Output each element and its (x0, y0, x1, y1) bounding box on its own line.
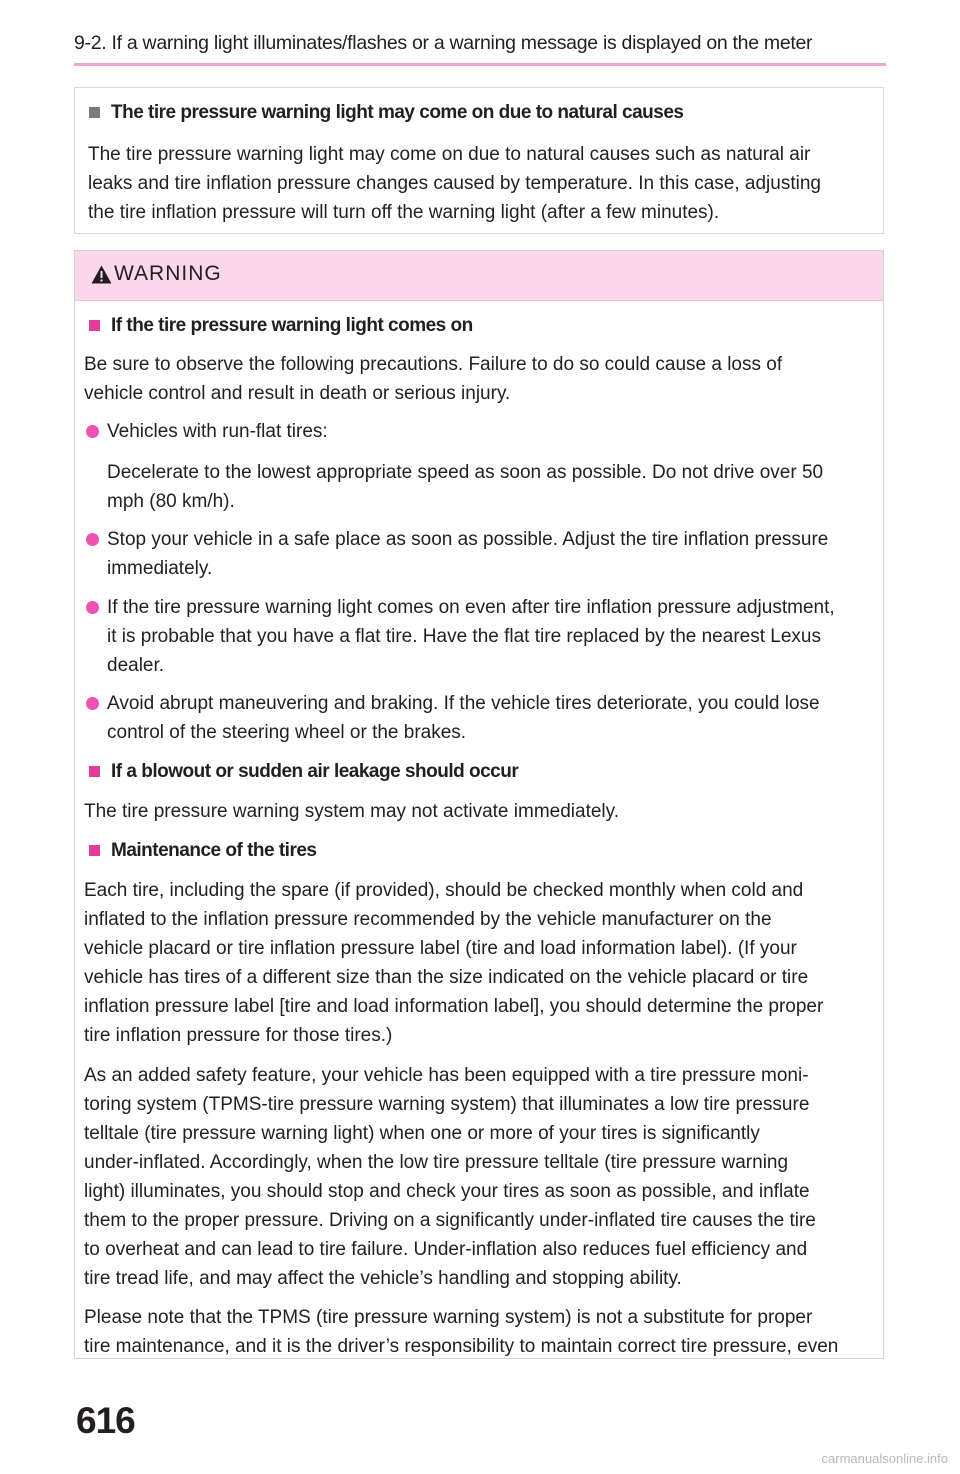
section-heading: If the tire pressure warning light comes on (111, 315, 473, 336)
body-line: telltale (tire pressure warning light) when one or more of your tires is significantly (84, 1123, 760, 1144)
body-line: The tire pressure warning system may not activate immediately. (84, 801, 620, 822)
section-square-bullet (89, 766, 100, 777)
bullet-line: Vehicles with run-flat tires: (107, 421, 328, 442)
body-line: light) illuminates, you should stop and check your tires as soon as possible, and inflate (84, 1181, 810, 1202)
body-line: under-inflated. Accordingly, when the low tire pressure telltale (tire pressure warning (84, 1152, 789, 1173)
body-line: them to the proper pressure. Driving on a significantly under-inflated tire causes the tire (84, 1210, 816, 1231)
body-line: vehicle placard or tire inflation pressure label (tire and load information label). (If your (84, 938, 797, 959)
section-heading: If a blowout or sudden air leakage should occur (111, 761, 519, 782)
body-line: Each tire, including the spare (if provided), should be checked monthly when cold and (84, 880, 804, 901)
header-divider (74, 63, 886, 66)
body-line: vehicle has tires of a different size than the size indicated on the vehicle placard or tire (84, 967, 809, 988)
body-line: Be sure to observe the following precautions. Failure to do so could cause a loss of (84, 354, 783, 375)
bullet-line: control of the steering wheel or the brakes. (107, 722, 467, 743)
bullet-line: immediately. (107, 558, 213, 579)
watermark-text: carmanualsonline.info (821, 1451, 948, 1466)
body-line: to overheat and can lead to tire failure. Under-inflation also reduces fuel efficiency and (84, 1239, 808, 1260)
bullet-line: dealer. (107, 655, 165, 676)
note-line: leaks and tire inflation pressure changes caused by temperature. In this case, adjusting (88, 173, 821, 194)
bullet-line: mph (80 km/h). (107, 491, 235, 512)
warning-title: WARNING (114, 262, 222, 285)
bullet-dot (86, 697, 99, 710)
section-square-bullet (89, 845, 100, 856)
bullet-line: If the tire pressure warning light comes on even after tire inflation pressure adjustment, (107, 597, 835, 618)
note-line: the tire inflation pressure will turn off the warning light (after a few minutes). (88, 202, 720, 223)
bullet-line: Stop your vehicle in a safe place as soon as possible. Adjust the tire inflation pressure (107, 529, 829, 550)
bullet-dot (86, 533, 99, 546)
bullet-dot (86, 601, 99, 614)
body-line: inflated to the inflation pressure recommended by the vehicle manufacturer on the (84, 909, 772, 930)
body-line: As an added safety feature, your vehicle has been equipped with a tire pressure moni- (84, 1065, 809, 1086)
warning-header (75, 251, 883, 301)
bullet-dot (86, 425, 99, 438)
page-header-title: 9-2. If a warning light illuminates/flashes or a warning message is displayed on the meter (74, 32, 813, 54)
note-heading: The tire pressure warning light may come on due to natural causes (111, 102, 684, 123)
body-line: Please note that the TPMS (tire pressure warning system) is not a substitute for proper (84, 1307, 813, 1328)
body-line: vehicle control and result in death or serious injury. (84, 383, 511, 404)
bullet-line: it is probable that you have a flat tire. Have the flat tire replaced by the nearest Lexus (107, 626, 821, 647)
body-line: tire tread life, and may affect the vehicle’s handling and stopping ability. (84, 1268, 682, 1289)
bullet-line: Decelerate to the lowest appropriate speed as soon as possible. Do not drive over 50 (107, 462, 824, 483)
warning-triangle-icon (91, 265, 112, 284)
body-line: inflation pressure label [tire and load information label], you should determine the proper (84, 996, 824, 1017)
body-line: tire maintenance, and it is the driver’s responsibility to maintain correct tire pressure, even (84, 1336, 839, 1357)
bullet-line: Avoid abrupt maneuvering and braking. If the vehicle tires deteriorate, you could lose (107, 693, 820, 714)
note-line: The tire pressure warning light may come on due to natural causes such as natural air (88, 144, 811, 165)
body-line: toring system (TPMS-tire pressure warning system) that illuminates a low tire pressure (84, 1094, 810, 1115)
page-number: 616 (76, 1400, 135, 1441)
section-square-bullet (89, 320, 100, 331)
body-line: tire inflation pressure for those tires.) (84, 1025, 393, 1046)
section-heading: Maintenance of the tires (111, 840, 317, 861)
note-square-bullet (89, 107, 100, 118)
